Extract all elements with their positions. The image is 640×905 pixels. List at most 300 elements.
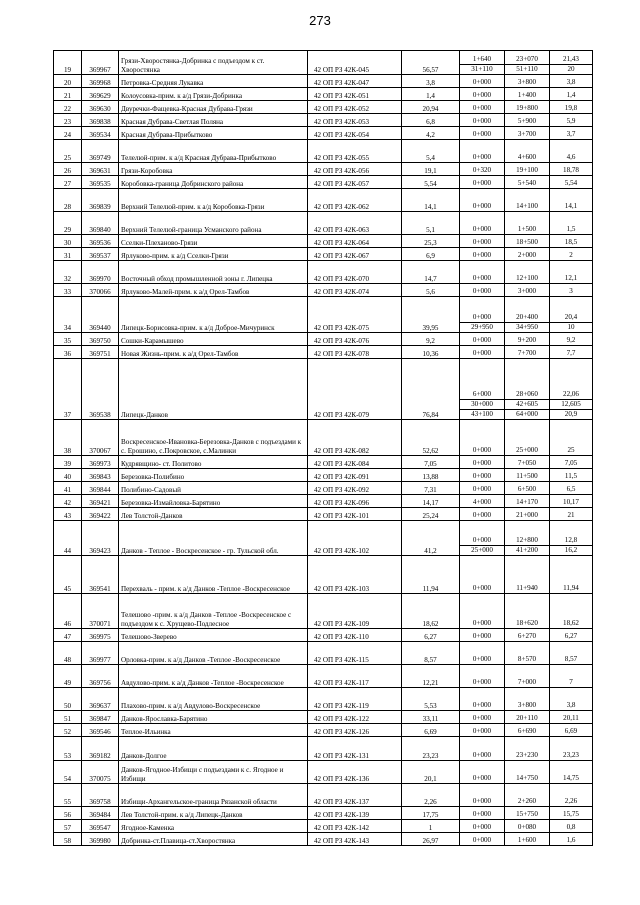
registration-number: 42 ОП РЗ 42К-074 [308, 284, 402, 297]
segment-start: 0+000 [472, 536, 492, 544]
road-name: Липецк-Данков [119, 359, 308, 420]
total-length: 4,2 [402, 127, 460, 140]
segment-start-cell [460, 212, 505, 235]
row-number: 57 [54, 820, 82, 833]
segment-start-cell [460, 101, 505, 114]
row-number: 35 [54, 333, 82, 346]
row-number: 31 [54, 248, 82, 261]
segment-end: 18+620 [516, 619, 538, 627]
segment-start-cell [460, 469, 505, 482]
segment-end: 18+500 [516, 238, 538, 246]
segment-end: 4+600 [517, 153, 537, 161]
road-name: Коробовка-граница Добринского района [119, 176, 308, 189]
segment-start: 0+000 [472, 511, 492, 519]
table-row [54, 176, 593, 189]
segment-length: 6,27 [564, 632, 578, 640]
segment-end: 42+605 [505, 399, 549, 409]
table-row [54, 235, 593, 248]
segment-end-cell [505, 629, 550, 642]
registration-number: 42 ОП РЗ 42К-051 [308, 88, 402, 101]
segment-start-cell [460, 176, 505, 189]
segment-length-cell [550, 176, 593, 189]
segment-start: 0+000 [472, 774, 492, 782]
segment-length-cell [550, 711, 593, 724]
row-number: 45 [54, 556, 82, 594]
registration-number: 42 ОП РЗ 42К-122 [308, 711, 402, 724]
segment-start-cell [460, 235, 505, 248]
road-code: 369537 [82, 248, 119, 261]
total-length: 14,17 [402, 495, 460, 508]
segment-start-cell [460, 248, 505, 261]
segment-length-cell [550, 521, 593, 556]
segment-end: 12+800 [516, 536, 538, 544]
segment-start: 0+000 [472, 584, 492, 592]
road-code: 369756 [82, 665, 119, 688]
segment-end: 6+500 [517, 485, 537, 493]
table-row [54, 521, 593, 556]
segment-end: 1+500 [517, 225, 537, 233]
segment-length-cell [550, 594, 593, 629]
total-length: 2,26 [402, 784, 460, 807]
road-name: Ярлуково-Малей-прим. к а/д Орел-Тамбов [119, 284, 308, 297]
registration-number: 42 ОП РЗ 42К-047 [308, 75, 402, 88]
road-name: Сселки-Плехановo-Грязи [119, 235, 308, 248]
segment-length: 21 [567, 511, 575, 519]
segment-length: 14,75 [563, 774, 579, 782]
table-row [54, 784, 593, 807]
segment-end: 0+080 [517, 823, 537, 831]
segment-start-cell [460, 737, 505, 761]
road-code: 369967 [82, 51, 119, 75]
segment-end: 19+800 [516, 104, 538, 112]
segment-end: 5+900 [517, 117, 537, 125]
segment-end-cell [505, 75, 550, 88]
segment-end-cell [505, 235, 550, 248]
segment-end: 11+940 [516, 584, 538, 592]
table-row [54, 482, 593, 495]
segment-length-cell [550, 820, 593, 833]
row-number: 46 [54, 594, 82, 629]
segment-length-cell [550, 495, 593, 508]
segment-start: 0+000 [472, 251, 492, 259]
road-code: 369534 [82, 127, 119, 140]
registration-number: 42 ОП РЗ 42К-101 [308, 508, 402, 521]
segment-start: 0+000 [472, 336, 492, 344]
segment-end-cell [505, 820, 550, 833]
table-row [54, 508, 593, 521]
registration-number: 42 ОП РЗ 42К-057 [308, 176, 402, 189]
segment-end: 7+700 [517, 349, 537, 357]
registration-number: 42 ОП РЗ 42К-091 [308, 469, 402, 482]
segment-end-cell [505, 807, 550, 820]
segment-end-cell [505, 176, 550, 189]
segment-end-cell [505, 724, 550, 737]
row-number: 58 [54, 833, 82, 846]
segment-start-cell [460, 642, 505, 665]
table-row [54, 359, 593, 420]
table-row [54, 629, 593, 642]
table-row [54, 333, 593, 346]
road-name: Березовка-Полибино [119, 469, 308, 482]
segment-start-cell [460, 333, 505, 346]
segment-length: 8,57 [564, 655, 578, 663]
registration-number: 42 ОП РЗ 42К-096 [308, 495, 402, 508]
road-code: 369847 [82, 711, 119, 724]
registration-number: 42 ОП РЗ 42К-137 [308, 784, 402, 807]
segment-length: 20,4 [564, 313, 578, 321]
table-row [54, 761, 593, 784]
segment-start-cell [460, 688, 505, 711]
segment-start: 0+320 [472, 166, 492, 174]
total-length: 26,97 [402, 833, 460, 846]
road-name: Полибино-Садовый [119, 482, 308, 495]
segment-end-cell [505, 261, 550, 284]
segment-length: 16,2 [550, 545, 592, 555]
segment-start-cell [460, 297, 505, 333]
segment-length: 7,7 [566, 349, 576, 357]
segment-end: 28+060 [516, 390, 538, 398]
segment-length: 20 [550, 64, 592, 74]
road-name: Авдулово-прим. к а/д Данков -Теплое -Воскресенское [119, 665, 308, 688]
registration-number: 42 ОП РЗ 42К-052 [308, 101, 402, 114]
segment-length: 3,8 [566, 78, 576, 86]
road-code: 369751 [82, 346, 119, 359]
total-length: 6,27 [402, 629, 460, 642]
total-length: 5,6 [402, 284, 460, 297]
segment-end-cell [505, 127, 550, 140]
segment-end-cell [505, 508, 550, 521]
segment-end: 1+600 [517, 836, 537, 844]
row-number: 25 [54, 140, 82, 163]
road-code: 369838 [82, 114, 119, 127]
segment-end: 19+100 [516, 166, 538, 174]
segment-end-cell [505, 297, 550, 333]
segment-length: 10,17 [563, 498, 579, 506]
segment-start: 0+000 [472, 485, 492, 493]
registration-number: 42 ОП РЗ 42К-092 [308, 482, 402, 495]
segment-length-cell [550, 456, 593, 469]
segment-length: 7,05 [564, 459, 578, 467]
total-length: 56,57 [402, 51, 460, 75]
segment-length-cell [550, 629, 593, 642]
road-code: 370075 [82, 761, 119, 784]
total-length: 3,8 [402, 75, 460, 88]
road-name: Ягодное-Каменка [119, 820, 308, 833]
segment-start: 0+000 [472, 632, 492, 640]
road-name: Красная Дубрава-Прибытково [119, 127, 308, 140]
total-length: 41,2 [402, 521, 460, 556]
row-number: 40 [54, 469, 82, 482]
road-code: 369547 [82, 820, 119, 833]
road-code: 369538 [82, 359, 119, 420]
segment-start: 0+000 [472, 810, 492, 818]
segment-end: 7+050 [517, 459, 537, 467]
segment-length: 3 [569, 287, 573, 295]
registration-number: 42 ОП РЗ 42К-139 [308, 807, 402, 820]
segment-end: 2+000 [517, 251, 537, 259]
table-row [54, 737, 593, 761]
row-number: 51 [54, 711, 82, 724]
total-length: 52,62 [402, 420, 460, 456]
segment-length: 14,1 [564, 202, 578, 210]
segment-length: 21,43 [563, 55, 579, 63]
segment-start-cell [460, 665, 505, 688]
segment-end-cell [505, 642, 550, 665]
row-number: 21 [54, 88, 82, 101]
row-number: 38 [54, 420, 82, 456]
row-number: 53 [54, 737, 82, 761]
road-code: 369758 [82, 784, 119, 807]
road-name: Восточный обход промышленной зоны г. Липецка [119, 261, 308, 284]
table-body [54, 51, 593, 846]
segment-end: 64+000 [505, 409, 549, 419]
segment-end-cell [505, 212, 550, 235]
row-number: 29 [54, 212, 82, 235]
road-name: Грязи-Коробовка [119, 163, 308, 176]
segment-length: 18,5 [564, 238, 578, 246]
segment-length-cell [550, 761, 593, 784]
total-length: 5,53 [402, 688, 460, 711]
segment-end-cell [505, 333, 550, 346]
segment-length: 6,5 [566, 485, 576, 493]
segment-start: 0+000 [472, 619, 492, 627]
segment-start: 0+000 [472, 78, 492, 86]
road-name: Сошки-Карамышево [119, 333, 308, 346]
table-row [54, 833, 593, 846]
registration-number: 42 ОП РЗ 42К-142 [308, 820, 402, 833]
segment-end: 23+230 [516, 751, 538, 759]
segment-end: 14+100 [516, 202, 538, 210]
total-length: 8,57 [402, 642, 460, 665]
segment-start: 0+000 [472, 91, 492, 99]
row-number: 36 [54, 346, 82, 359]
total-length: 13,88 [402, 469, 460, 482]
table-row [54, 284, 593, 297]
segment-start: 0+000 [472, 313, 492, 321]
table-row [54, 495, 593, 508]
segment-start: 25+000 [460, 545, 504, 555]
segment-end: 3+800 [517, 78, 537, 86]
total-length: 14,1 [402, 189, 460, 212]
total-length: 18,62 [402, 594, 460, 629]
road-code: 369630 [82, 101, 119, 114]
registration-number: 42 ОП РЗ 42К-063 [308, 212, 402, 235]
segment-start: 0+000 [472, 153, 492, 161]
road-name: Телелюй-прим. к а/д Красная Дубрава-Прибытково [119, 140, 308, 163]
segment-start: 0+000 [472, 130, 492, 138]
segment-end: 3+000 [517, 287, 537, 295]
segment-end-cell [505, 51, 550, 75]
segment-start-cell [460, 629, 505, 642]
segment-length-cell [550, 297, 593, 333]
segment-start-cell [460, 820, 505, 833]
segment-start: 0+000 [472, 446, 492, 454]
road-name: Данков-Ягодное-Избищи с подъездами к с. Ягодное и Избищи [119, 761, 308, 784]
segment-length: 12,605 [550, 399, 592, 409]
segment-length: 0,8 [566, 823, 576, 831]
row-number: 50 [54, 688, 82, 711]
segment-end-cell [505, 163, 550, 176]
segment-end: 9+200 [517, 336, 537, 344]
segment-length-cell [550, 482, 593, 495]
segment-length: 10 [550, 322, 592, 332]
segment-length: 22,06 [563, 390, 579, 398]
row-number: 42 [54, 495, 82, 508]
table-row [54, 261, 593, 284]
table-row [54, 724, 593, 737]
segment-end-cell [505, 737, 550, 761]
table-row [54, 820, 593, 833]
segment-start: 0+000 [472, 797, 492, 805]
road-name: Липецк-Борисовка-прим. к а/д Доброе-Мичуринск [119, 297, 308, 333]
registration-number: 42 ОП РЗ 42К-143 [308, 833, 402, 846]
registration-number: 42 ОП РЗ 42К-136 [308, 761, 402, 784]
segment-start-cell [460, 88, 505, 101]
segment-start-cell [460, 346, 505, 359]
segment-length: 20,11 [563, 714, 579, 722]
segment-end: 25+000 [516, 446, 538, 454]
total-length: 14,7 [402, 261, 460, 284]
segment-end-cell [505, 495, 550, 508]
row-number: 52 [54, 724, 82, 737]
segment-length-cell [550, 163, 593, 176]
registration-number: 42 ОП РЗ 42К-110 [308, 629, 402, 642]
segment-end: 34+950 [505, 322, 549, 332]
row-number: 30 [54, 235, 82, 248]
row-number: 47 [54, 629, 82, 642]
row-number: 27 [54, 176, 82, 189]
segment-length-cell [550, 724, 593, 737]
segment-start-cell [460, 261, 505, 284]
segment-end-cell [505, 469, 550, 482]
registration-number: 42 ОП РЗ 42К-076 [308, 333, 402, 346]
segment-length: 12,1 [564, 274, 578, 282]
road-name: Березовка-Измайловка-Барятино [119, 495, 308, 508]
segment-end-cell [505, 189, 550, 212]
segment-length-cell [550, 420, 593, 456]
road-code: 369440 [82, 297, 119, 333]
segment-length-cell [550, 333, 593, 346]
segment-length-cell [550, 556, 593, 594]
road-name: Двуречки-Фащевка-Красная Дубрава-Грязи [119, 101, 308, 114]
segment-end: 15+750 [516, 810, 538, 818]
row-number: 37 [54, 359, 82, 420]
total-length: 7,05 [402, 456, 460, 469]
total-length: 11,94 [402, 556, 460, 594]
table-row [54, 51, 593, 75]
segment-length-cell [550, 784, 593, 807]
road-name: Телешово -прим. к а/д Данков -Теплое -Воскресенское с подъездом к с. Хрущево-Подлесное [119, 594, 308, 629]
segment-length-cell [550, 88, 593, 101]
segment-length-cell [550, 235, 593, 248]
segment-length: 4,6 [566, 153, 576, 161]
segment-length: 11,94 [563, 584, 579, 592]
road-code: 369840 [82, 212, 119, 235]
segment-start: 43+100 [460, 409, 504, 419]
road-name: Кудрявщино- ст. Политово [119, 456, 308, 469]
road-name: Плахово-прим. к а/д Авдулово-Воскресенское [119, 688, 308, 711]
row-number: 39 [54, 456, 82, 469]
road-code: 369536 [82, 235, 119, 248]
segment-end-cell [505, 711, 550, 724]
segment-length-cell [550, 189, 593, 212]
segment-start-cell [460, 456, 505, 469]
segment-start-cell [460, 127, 505, 140]
segment-length: 1,5 [566, 225, 576, 233]
segment-end: 20+400 [516, 313, 538, 321]
row-number: 43 [54, 508, 82, 521]
registration-number: 42 ОП РЗ 42К-070 [308, 261, 402, 284]
registration-number: 42 ОП РЗ 42К-117 [308, 665, 402, 688]
road-name: Верхний Телелюй-граница Усманского района [119, 212, 308, 235]
road-code: 369968 [82, 75, 119, 88]
segment-length: 18,78 [563, 166, 579, 174]
segment-end-cell [505, 688, 550, 711]
road-name: Перехваль - прим. к а/д Данков -Теплое -Воскресенское [119, 556, 308, 594]
segment-end: 11+500 [516, 472, 538, 480]
segment-start-cell [460, 163, 505, 176]
segment-end: 51+110 [505, 64, 549, 74]
road-name: Лев Толстой-Данков [119, 508, 308, 521]
segment-end-cell [505, 833, 550, 846]
segment-end-cell [505, 665, 550, 688]
road-name: Орловка-прим. к а/д Данков -Теплое -Воскресенское [119, 642, 308, 665]
row-number: 55 [54, 784, 82, 807]
segment-length: 7 [569, 678, 573, 686]
table-row [54, 594, 593, 629]
row-number: 32 [54, 261, 82, 284]
road-code: 369541 [82, 556, 119, 594]
registration-number: 42 ОП РЗ 42К-062 [308, 189, 402, 212]
segment-end-cell [505, 284, 550, 297]
total-length: 25,3 [402, 235, 460, 248]
segment-start-cell [460, 833, 505, 846]
segment-start: 0+000 [472, 714, 492, 722]
segment-start-cell [460, 189, 505, 212]
road-name: Красная Дубрава-Светлая Поляна [119, 114, 308, 127]
segment-start: 31+110 [460, 64, 504, 74]
row-number: 49 [54, 665, 82, 688]
segment-length: 11,5 [564, 472, 578, 480]
road-name: Добринка-ст.Плавица-ст.Хворостянка [119, 833, 308, 846]
road-name: Грязи-Хворостянка-Добринка с подъездом к ст. Хворостянка [119, 51, 308, 75]
table-row [54, 346, 593, 359]
table-row [54, 189, 593, 212]
segment-start: 0+000 [472, 117, 492, 125]
table-row [54, 248, 593, 261]
road-name: Теплое-Ильинка [119, 724, 308, 737]
segment-start: 30+000 [460, 399, 504, 409]
registration-number: 42 ОП РЗ 42К-082 [308, 420, 402, 456]
registration-number: 42 ОП РЗ 42К-126 [308, 724, 402, 737]
road-name: Колоусовка-прим. к а/д Грязи-Добринка [119, 88, 308, 101]
segment-end-cell [505, 556, 550, 594]
segment-end-cell [505, 594, 550, 629]
row-number: 54 [54, 761, 82, 784]
segment-start-cell [460, 114, 505, 127]
segment-length-cell [550, 127, 593, 140]
segment-start: 0+000 [472, 225, 492, 233]
total-length: 23,23 [402, 737, 460, 761]
registration-number: 42 ОП РЗ 42К-055 [308, 140, 402, 163]
total-length: 9,2 [402, 333, 460, 346]
segment-end: 5+540 [517, 179, 537, 187]
segment-start: 29+950 [460, 322, 504, 332]
segment-end-cell [505, 359, 550, 420]
road-code: 369631 [82, 163, 119, 176]
segment-start-cell [460, 495, 505, 508]
segment-start: 0+000 [472, 202, 492, 210]
